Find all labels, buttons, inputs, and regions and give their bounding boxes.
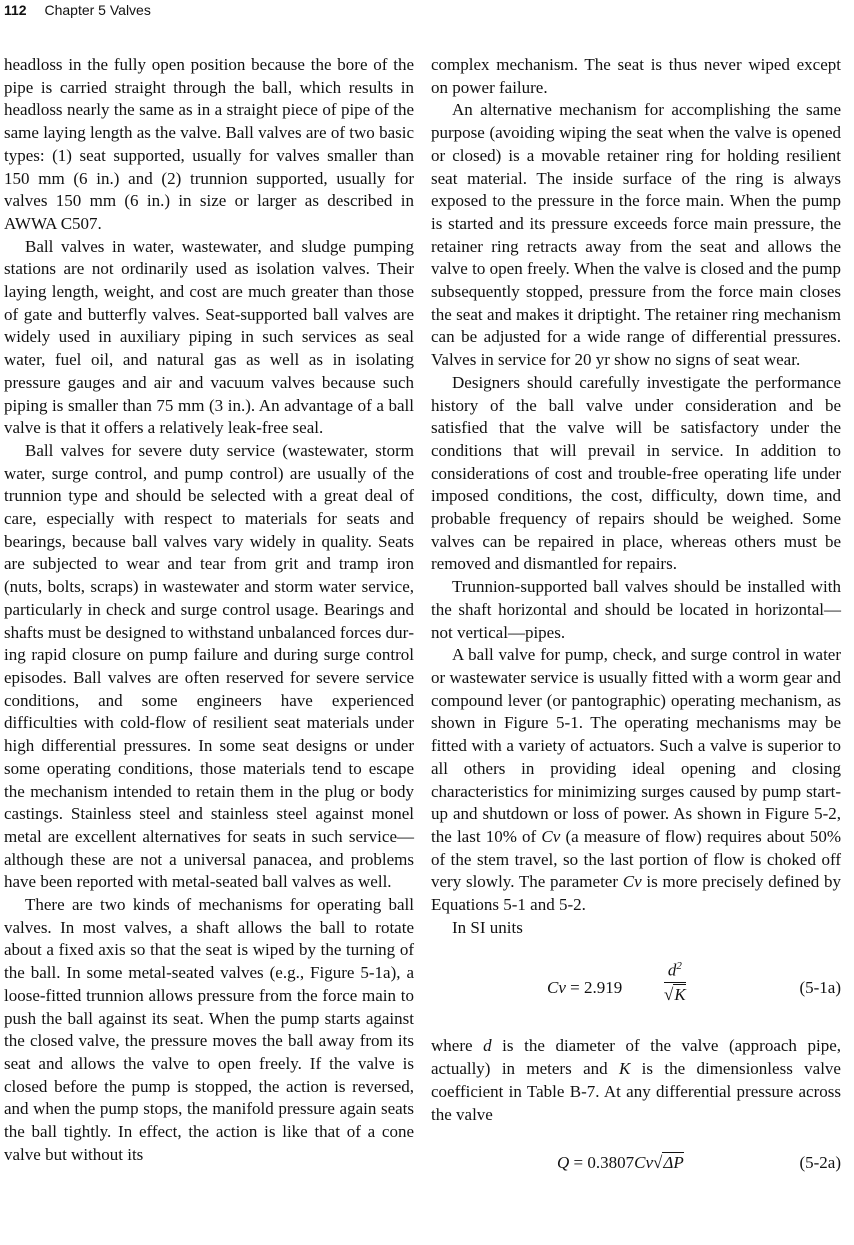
eq-coefficient: = 2.919 xyxy=(570,978,623,998)
left-column xyxy=(4,54,414,1166)
running-header xyxy=(4,2,151,24)
paragraph: An alternative mechanism for accomplishing the same purpose (avoiding wiping the seat when the valve is opened or closed) is a movable retainer ring for holding resilient seat material. The inside surface of the ring is always exposed to the pressure in the force main. When the pump is started and its pressure exceeds force main pressure, the retainer ring retracts away from the seat and allows the valve to open freely. When the valve is closed and the pump subsequently stopped, pressure from the force main closes the seat and makes it driptight. The retainer ring mechanism can be adjusted for a wide range of differential pressures. Valves in service for 20 yr show no signs of seat wear. xyxy=(431,100,841,370)
equation-5-2a xyxy=(431,1138,841,1188)
sqrt-icon: √ xyxy=(664,985,674,1005)
paragraph: Trunnion-supported ball valves should be installed with the shaft horizontal and should be located in horizontal—not vertical—pipes. xyxy=(431,577,841,642)
paragraph: In SI units xyxy=(452,917,523,937)
paragraph: Ball valves for severe duty service (wastewater, storm water, surge control, and pump control) are usually of the trunnion type and should be selected with a great deal of care, especially with respect to materials for seats and bearings, because ball valves vary widely in quality. Seats are subjected to wear and tear from grit and tramp iron (nuts, bolts, scraps) in wastewater and storm water service, particularly in check and surge control usage. Bearings and shafts must be designed to withstand unbalanced forces during rapid closure on pump failure and during surge control episodes. Ball valves are often reserved for severe service conditions, and some engineers have experienced difficulties with cold-flow of resilient seat materials under high differential pressures. In some seat designs or under some operating conditions, those materials tend to escape the mechanism intended to retain them in the plug or body castings. Stainless steel and stainless steel against monel metal are excellent alternatives for seats in such service— although these are not a universal panacea, and problems have been reported with metal-seated ball valves as well. xyxy=(4,440,414,892)
running-title: Chapter 5 Valves xyxy=(44,2,151,18)
paragraph: There are two kinds of mechanisms for operating ball valves. In most valves, a shaft allows the ball to rotate about a fixed axis so that the seat is wiped by the turning of the ball. In some metal-seated valves (e.g., Figure 5-1a), a loose-fitted trunnion allows pressure from the force main to push the ball against its seat. When the pump starts against the closed valve, the pressure moves the ball away from its seat and allows the valve to open freely. If the valve is closed before the pump is stopped, the action is reversed, and when the pump stops, the manifold pressure again seats the ball tightly. In effect, the action is like that of a cone valve but without its xyxy=(4,895,414,1164)
right-column xyxy=(431,54,841,1188)
eq-number: (5-1a) xyxy=(799,978,841,998)
eq-lhs: Q xyxy=(557,1153,570,1173)
eq-rhs: = 0.3807 xyxy=(573,1153,635,1173)
paragraph: Designers should carefully investigate the performance history of the ball valve under consideration and be satisfied that the valve will be satisfactory under the conditions that will prevail in service. In addition to considerations of cost and trouble-free operating life under imposed conditions, the cost, difficulty, down time, and probable frequency of repairs should be weighed. Some valves can be repaired in place, whereas others must be removed and dismantled for repairs. xyxy=(431,372,841,574)
eq-denominator: K xyxy=(674,985,686,1005)
equation-5-1a xyxy=(431,945,841,1025)
eq-number: (5-2a) xyxy=(799,1153,841,1173)
eq-numerator: d xyxy=(667,961,677,981)
paragraph: A ball valve for pump, check, and surge control in water or wastewater service is usually fitted with a worm gear and compound lever (or pantographic) operating mechanism, as shown in Figure 5-1. The operating mechanisms may be fitted with a variety of actuators. Such a valve is superior to all others in providing ideal opening and closing characteristics for minimizing surges caused by pump start-up and shutdown or loss of power. As shown in Figure 5-2, the last 10% of Cv (a measure of flow) requires about 50% of the stem travel, so the last portion of flow is choked off very slowly. The parameter Cv is more precisely defined by Equations 5-1 and 5-2. xyxy=(431,645,842,915)
eq-lhs: Cv xyxy=(547,978,566,998)
paragraph: headloss in the fully open position because the bore of the pipe is carried straight through the ball, which results in headloss nearly the same as in a straight piece of pipe of the same laying length as the valve. Ball valves are of two basic types: (1) seat supported, usually for valves smaller than 150 mm (6 in.) and (2) trunnion supported, usually for valves 150 mm (6 in.) in size or larger as described in AWWA C507. xyxy=(4,55,414,233)
paragraph: where d is the diameter of the valve (approach pipe, actually) in meters and K is the dimensionless valve coefficient in Table B-7. At any differential pressure across the valve xyxy=(431,1036,842,1124)
paragraph: Ball valves in water, wastewater, and sludge pumping stations are not ordinarily used as isolation valves. Their laying length, weight, and cost are much greater than those of gate and butterfly valves. Seat-supported ball valves are widely used in auxiliary piping in such services as seal water, fuel oil, and natural gas as well as in isolating pressure gauges and air and vacuum valves because such piping is smaller than 75 mm (3 in.). An advantage of a ball valve is that it offers a relatively leak-free seal. xyxy=(4,236,414,438)
eq-cv: Cv xyxy=(634,1153,654,1173)
eq-fraction xyxy=(664,955,686,1007)
eq-exponent: 2 xyxy=(676,960,682,973)
page-number: 112 xyxy=(4,2,27,18)
sqrt-icon: √ xyxy=(653,1153,663,1173)
paragraph: complex mechanism. The seat is thus never wiped except on power failure. xyxy=(431,55,841,97)
eq-radicand: ΔP xyxy=(663,1153,684,1173)
